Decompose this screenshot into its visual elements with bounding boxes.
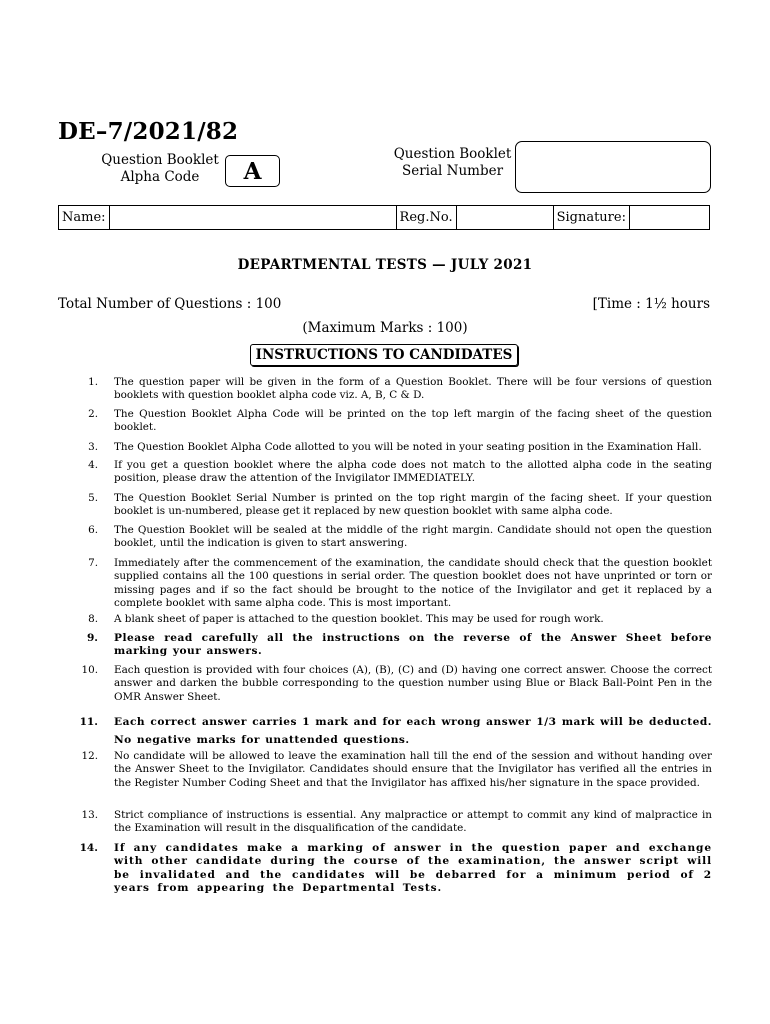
alpha-code-label-line-2: Alpha Code bbox=[120, 169, 200, 185]
instruction-text: No candidate will be allowed to leave the examination hall till the end of the session and without handing over the Answer Sheet to the Invigilator. Candidates should ensure that the Invigilator has verified all the entries in the Register Number Coding Sheet and that the Invigilator has affixed his/her signature in the space provided. bbox=[114, 750, 712, 789]
reg-no-field[interactable] bbox=[456, 206, 553, 230]
instruction-number: 12. bbox=[81, 750, 98, 762]
instruction-number: 8. bbox=[88, 613, 98, 625]
instruction-text: The Question Booklet Alpha Code will be printed on the top left margin of the facing sheet of the question booklet. bbox=[114, 408, 712, 434]
instruction-text: The Question Booklet Serial Number is printed on the top right margin of the facing sheet. If your question booklet is un-numbered, please get it replaced by new question booklet with same alpha code. bbox=[114, 492, 712, 518]
name-label: Name: bbox=[59, 206, 110, 230]
document-code: DE–7/2021/82 bbox=[58, 118, 239, 145]
instruction-text: Each correct answer carries 1 mark and for each wrong answer 1/3 mark will be deducted. No negative marks for unattended questions. bbox=[114, 716, 712, 746]
instruction-number: 9. bbox=[86, 632, 98, 644]
alpha-code-label bbox=[95, 152, 225, 186]
alpha-code-box: A bbox=[225, 155, 280, 187]
exam-time: [Time : 1½ hours bbox=[592, 296, 710, 312]
instruction-number: 10. bbox=[81, 664, 98, 676]
alpha-code-label-line-1: Question Booklet bbox=[101, 152, 219, 168]
instruction-number: 2. bbox=[88, 408, 98, 420]
instruction-text: The Question Booklet will be sealed at the middle of the right margin. Candidate should not open the question booklet, until the indication is given to start answering. bbox=[114, 524, 712, 550]
instructions-heading: INSTRUCTIONS TO CANDIDATES bbox=[250, 344, 518, 366]
instruction-text: Strict compliance of instructions is essential. Any malpractice or attempt to commit any kind of malpractice in the Examination will result in the disqualification of the candidate. bbox=[114, 809, 712, 835]
instruction-number: 14. bbox=[79, 842, 98, 854]
signature-field[interactable] bbox=[629, 206, 709, 230]
instruction-number: 3. bbox=[88, 441, 98, 453]
serial-number-box bbox=[515, 141, 711, 193]
instruction-text: Each question is provided with four choices (A), (B), (C) and (D) having one correct answer. Choose the correct answer and darken the bubble corresponding to the question number using Blue or Black Ball-Point Pen in the OMR Answer Sheet. bbox=[114, 664, 712, 703]
instruction-text: Please read carefully all the instructions on the reverse of the Answer Sheet before marking your answers. bbox=[114, 632, 712, 658]
instruction-number: 7. bbox=[88, 557, 98, 569]
signature-label: Signature: bbox=[553, 206, 629, 230]
serial-number-label-line-2: Serial Number bbox=[401, 163, 504, 179]
instruction-text: If any candidates make a marking of answer in the question paper and exchange with other candidate during the course of the examination, the answer script will be invalidated and the candidates will be debarred for a minimum period of 2 years from appearing the Departmental Tests. bbox=[114, 842, 712, 895]
name-field[interactable] bbox=[109, 206, 396, 230]
exam-title: DEPARTMENTAL TESTS — JULY 2021 bbox=[237, 257, 533, 273]
candidate-info-table bbox=[58, 205, 710, 230]
instruction-number: 4. bbox=[88, 459, 98, 471]
instruction-number: 13. bbox=[81, 809, 98, 821]
instruction-number: 5. bbox=[88, 492, 98, 504]
reg-no-label: Reg.No. bbox=[396, 206, 456, 230]
instruction-number: 1. bbox=[88, 376, 98, 388]
instruction-text: A blank sheet of paper is attached to the question booklet. This may be used for rough work. bbox=[114, 613, 604, 625]
instruction-text: If you get a question booklet where the alpha code does not match to the allotted alpha code in the seating position, please draw the attention of the Invigilator IMMEDIATELY. bbox=[114, 459, 712, 485]
instruction-text: The question paper will be given in the form of a Question Booklet. There will be four versions of question booklets with question booklet alpha code viz. A, B, C & D. bbox=[114, 376, 712, 402]
maximum-marks: (Maximum Marks : 100) bbox=[302, 320, 468, 336]
serial-number-label-line-1: Question Booklet bbox=[393, 146, 512, 162]
instruction-number: 6. bbox=[88, 524, 98, 536]
total-questions: Total Number of Questions : 100 bbox=[58, 296, 282, 312]
instruction-text: The Question Booklet Alpha Code allotted to you will be noted in your seating position in the Examination Hall. bbox=[114, 441, 702, 453]
instruction-number: 11. bbox=[79, 716, 98, 728]
instruction-text: Immediately after the commencement of the examination, the candidate should check that the question booklet supplied contains all the 100 questions in serial order. The question booklet does not have unprinted or torn or missing pages and if so the fact should be brought to the notice of the Invigilator and get it replaced by a complete booklet with same alpha code. This is most important. bbox=[114, 557, 712, 610]
serial-number-label bbox=[385, 146, 520, 180]
